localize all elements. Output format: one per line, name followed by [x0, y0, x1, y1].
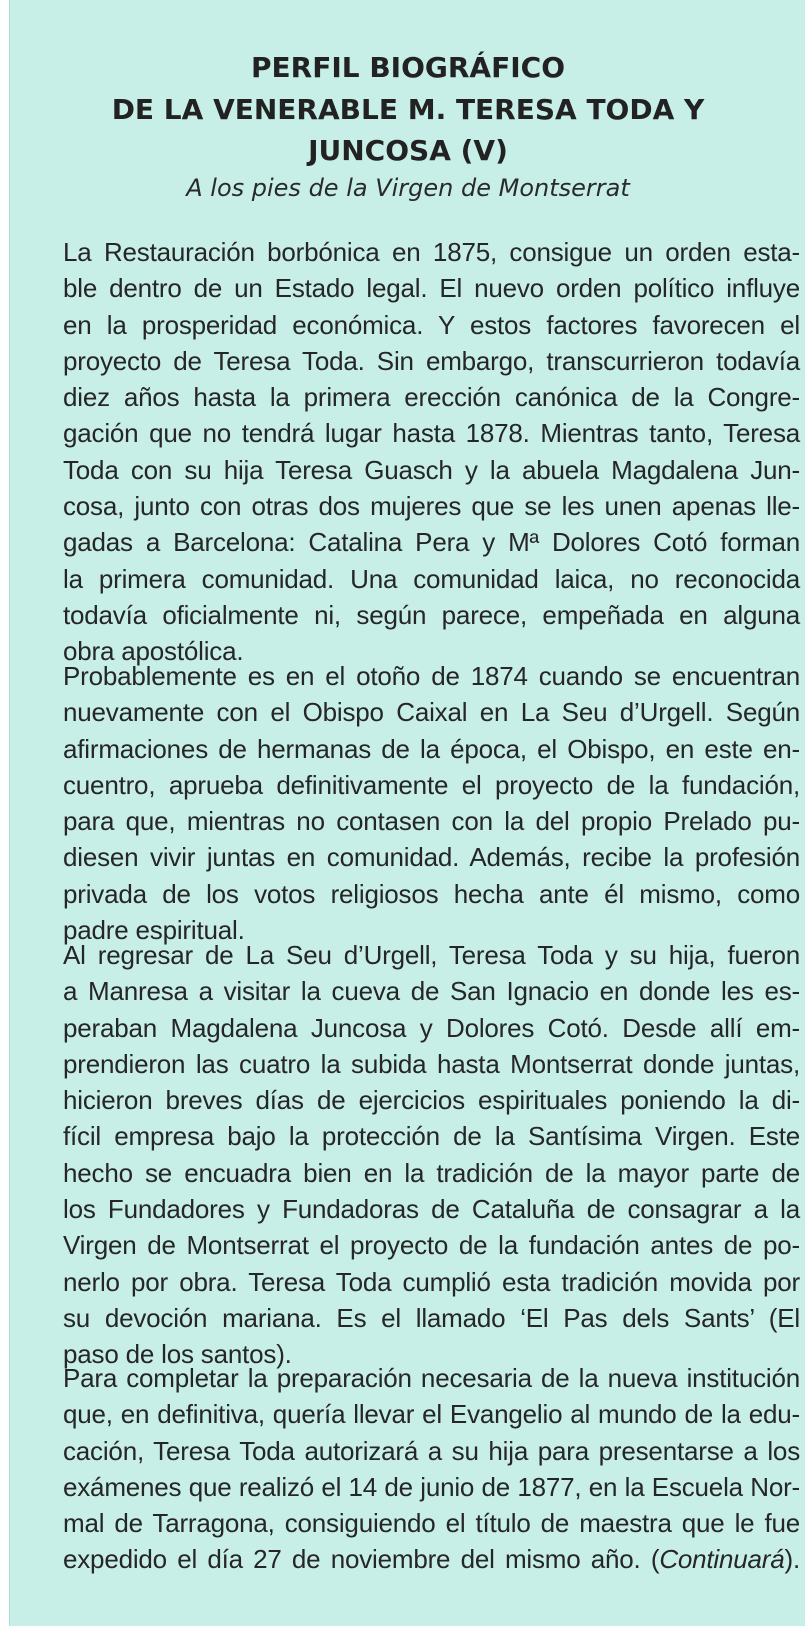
paragraph-line: prendieron las cuatro la subida hasta Montserrat donde juntas, — [63, 1048, 800, 1079]
paragraph-line: hicieron breves días de ejercicios espirituales poniendo la di- — [63, 1085, 800, 1116]
paragraph-line: Al regresar de La Seu d’Urgell, Teresa Toda y su hija, fueron — [63, 940, 800, 970]
paragraph-line: peraban Magdalena Juncosa y Dolores Cotó. Desde allí em- — [63, 1012, 800, 1043]
closing-punctuation: ). — [784, 1544, 800, 1575]
paragraph-line: la primera comunidad. Una comunidad laica, no reconocida — [63, 563, 800, 594]
paragraph-line: Probablemente es en el otoño de 1874 cuando se encuentran — [63, 661, 800, 691]
paragraph-line: su devoción mariana. Es el llamado ‘El Pas dels Sants’ (El — [63, 1302, 800, 1333]
paragraph-line: todavía oficialmente ni, según parece, empeñada en alguna — [63, 599, 800, 630]
paragraph-line: paso de los santos). — [63, 1339, 292, 1370]
paragraph-4 — [63, 1360, 800, 1578]
paragraph-line: cosa, junto con otras dos mujeres que se les unen apenas lle- — [63, 491, 800, 522]
paragraph-line: privada de los votos religiosos hecha ante él mismo, como — [63, 878, 800, 909]
paragraph-line: Virgen de Montserrat el proyecto de la fundación antes de po- — [63, 1230, 800, 1261]
paragraph-line: padre espiritual. — [63, 915, 245, 946]
paragraph-line: diez años hasta la primera erección canónica de la Congre- — [63, 382, 800, 413]
paragraph-line: gación que no tendrá lugar hasta 1878. Mientras tanto, Teresa — [63, 418, 800, 449]
paragraph-line: Toda con su hija Teresa Guasch y la abuela Magdalena Jun- — [63, 454, 800, 485]
paragraph-line: fícil empresa bajo la protección de la Santísima Virgen. Este — [63, 1121, 800, 1152]
paragraph-closing-line — [63, 1541, 800, 1577]
paragraph-line: a Manresa a visitar la cueva de San Ignacio en donde les es- — [63, 976, 800, 1007]
article-title-line-1: PERFIL BIOGRÁFICO — [250, 51, 565, 84]
paragraph-line: cación, Teresa Toda autorizará a su hija para presentarse a los — [63, 1435, 800, 1466]
paragraph-line: en la prosperidad económica. Y estos factores favorecen el — [63, 309, 800, 340]
paragraph-2 — [63, 658, 800, 948]
paragraph-line: cuentro, aprueba definitivamente el proyecto de la fundación, — [63, 769, 800, 800]
paragraph-line: nerlo por obra. Teresa Toda cumplió esta tradición movida por — [63, 1266, 800, 1297]
closing-text: expedido el día 27 de noviembre del mismo año. ( — [63, 1544, 660, 1575]
article-panel — [9, 0, 805, 1626]
paragraph-line: para que, mientras no contasen con la del propio Prelado pu- — [63, 806, 800, 837]
paragraph-line: proyecto de Teresa Toda. Sin embargo, transcurrieron todavía — [63, 345, 800, 376]
paragraph-3 — [63, 937, 800, 1373]
paragraph-line: los Fundadores y Fundadoras de Cataluña de consagrar a la — [63, 1194, 800, 1225]
paragraph-line: afirmaciones de hermanas de la época, el Obispo, en este en- — [63, 733, 800, 764]
paragraph-line: mal de Tarragona, consiguiendo el título de maestra que le fue — [63, 1508, 800, 1539]
paragraph-line: nuevamente con el Obispo Caixal en La Seu d’Urgell. Según — [63, 697, 800, 728]
paragraph-line: Para completar la preparación necesaria de la nueva institución — [63, 1363, 800, 1393]
article-subtitle: A los pies de la Virgen de Montserrat — [186, 174, 630, 202]
paragraph-line: que, en definitiva, quería llevar el Evangelio al mundo de la edu- — [63, 1399, 800, 1430]
article-title-line-2: DE LA VENERABLE M. TERESA TODA Y — [111, 93, 705, 126]
paragraph-line: diesen vivir juntas en comunidad. Además, recibe la profesión — [63, 842, 800, 873]
paragraph-line: gadas a Barcelona: Catalina Pera y Mª Dolores Cotó forman — [63, 527, 800, 558]
paragraph-line: obra apostólica. — [63, 636, 244, 667]
paragraph-line: hecho se encuadra bien en la tradición de la mayor parte de — [63, 1157, 800, 1188]
paragraph-line: La Restauración borbónica en 1875, consigue un orden esta- — [63, 237, 800, 267]
paragraph-line: ble dentro de un Estado legal. El nuevo orden político influye — [63, 273, 800, 304]
paragraph-line: exámenes que realizó el 14 de junio de 1877, en la Escuela Nor- — [63, 1471, 800, 1502]
continuara-label: Continuará — [659, 1544, 785, 1575]
paragraph-1 — [63, 234, 800, 670]
article-title-line-3: JUNCOSA (V) — [308, 134, 508, 167]
